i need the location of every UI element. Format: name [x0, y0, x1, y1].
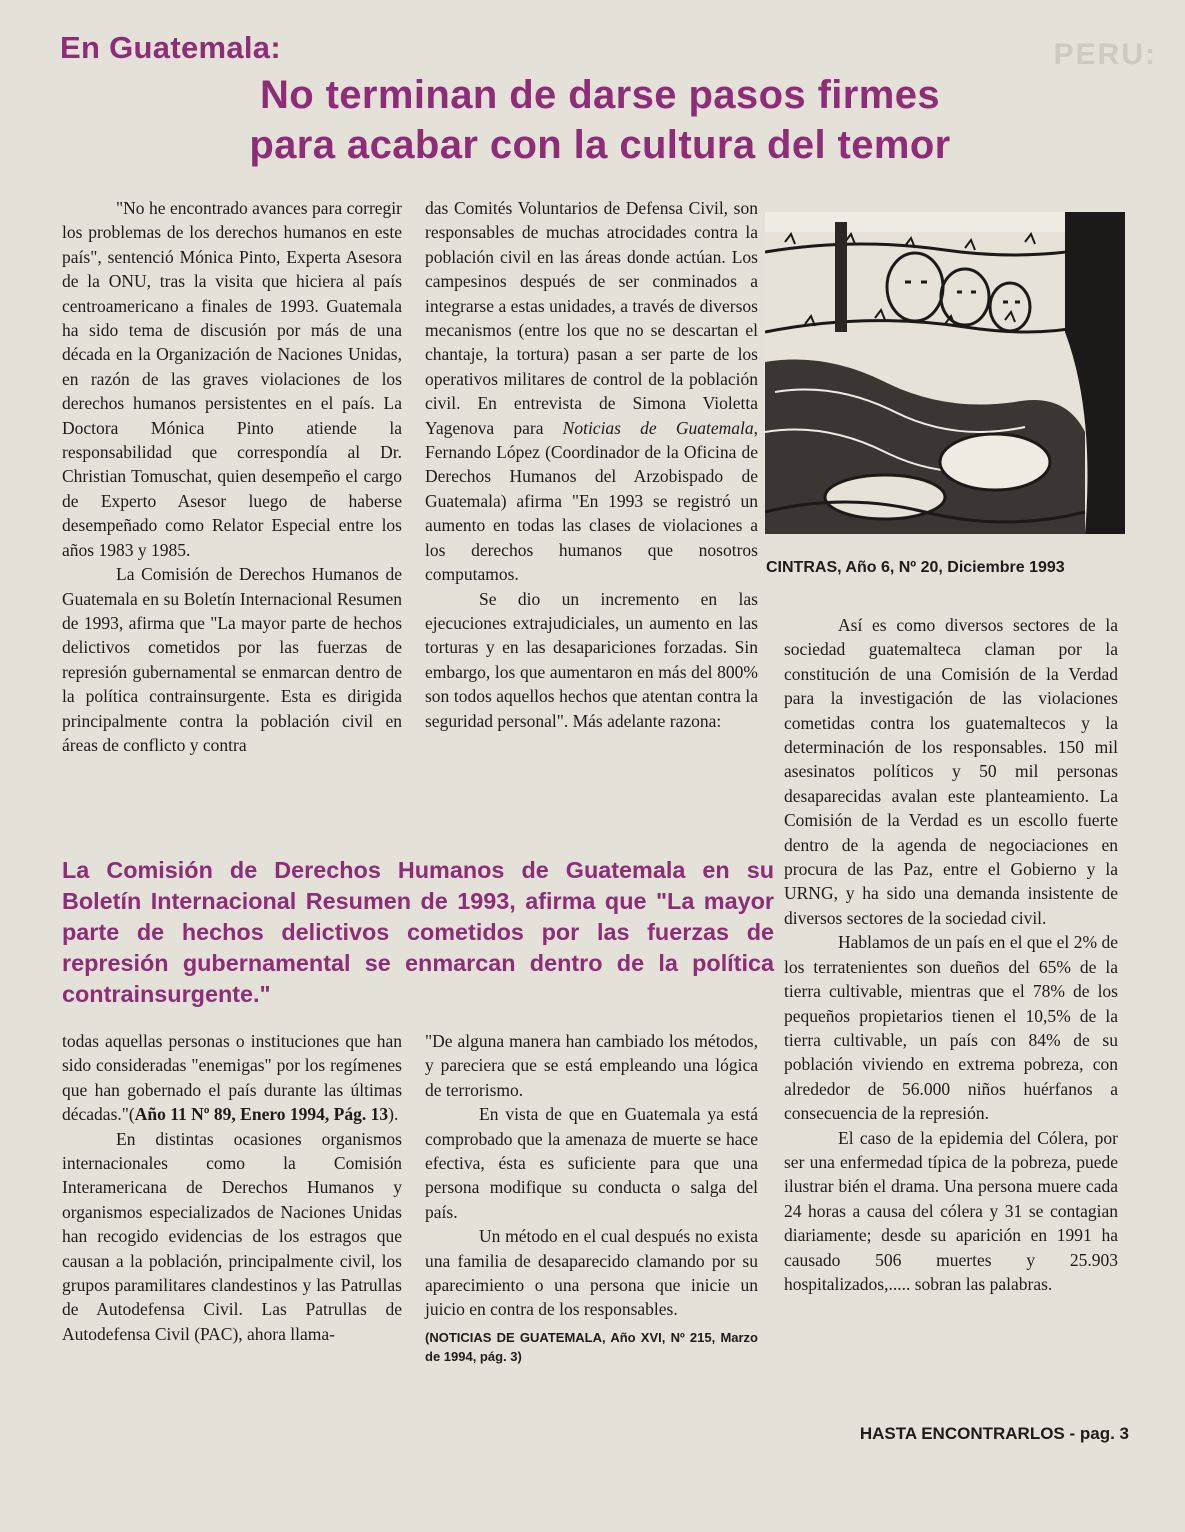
publication-title: Noticias de Guatemala — [562, 417, 754, 438]
page-footer: HASTA ENCONTRARLOS - pag. 3 — [859, 1424, 1129, 1443]
paragraph — [62, 1029, 402, 1127]
image-caption: CINTRAS, Año 6, Nº 20, Diciembre 1993 — [766, 559, 1065, 576]
text-run: todas aquellas personas o instituciones que han sido consideradas "enemigas" por los regímenes que han gobernado el país durante las últimas décadas."( — [62, 1031, 402, 1125]
paragraph: El caso de la epidemia del Cólera, por ser una enfermedad típica de la pobreza, puede ilustrar bién el drama. Una persona muere cada 24 horas a causa del cólera y 31 se contagian diariamente; desde su aparición en 1991 ha causado 506 muertes y 25.903 hospitalizados,..... sobran las palabras. — [784, 1127, 1118, 1294]
paragraph: Un método en el cual después no exista una familia de desaparecido clamando por su aparecimiento o una persona que inicie un juicio en contra de los responsables. — [425, 1226, 758, 1320]
column-5 — [425, 1029, 758, 1366]
text-run: das Comités Voluntarios de Defensa Civil, son responsables de muchas atrocidades contra la población civil en las áreas donde actúan. Los campesinos después de ser conminados a integrarse a estas unidades, a través de diversos mecanismos (entre los que no se descartan el chantaje, la tortura) pasan a ser parte de los operativos militares de control de la población civil. En entrevista de Simona Violetta Yagenova para — [425, 198, 758, 438]
column-2 — [425, 196, 758, 733]
paragraph: "No he encontrado avances para corregir los problemas de los derechos humanos en este país", sentenció Mónica Pinto, Experta Asesora de la ONU, tras la visita que hiciera al país centroamericano a finales de 1993. Guatemala ha sido tema de discusión por más de una década en la Organización de Naciones Unidas, en razón de las graves violaciones de los derechos humanos persistentes en el país. La Doctora Mónica Pinto atiende la responsabilidad que correspondía al Dr. Christian Tomuschat, quien desempeño el cargo de Experto Asesor luego de haberse desempeñado como Relator Especial entre los años 1983 y 1985. — [62, 198, 402, 560]
paragraph: En distintas ocasiones organismos internacionales como la Comisión Interamericana de Derechos Humanos y organismos especializados de Naciones Unidas han recogido evidencias de los estragos que causan a la población, principalmente civil, los grupos paramilitares clandestinos y las Patrullas de Autodefensa Civil. Las Patrullas de Autodefensa Civil (PAC), ahora llama- — [62, 1128, 402, 1344]
citation: Año 11 Nº 89, Enero 1994, Pág. 13 — [134, 1104, 389, 1125]
source-citation: (NOTICIAS DE GUATEMALA, Año XVI, Nº 215, Marzo de 1994, pág. 3) — [425, 1329, 758, 1364]
column-1 — [62, 196, 402, 757]
paragraph: Hablamos de un país en el que el 2% de los terratenientes son dueños del 65% de la tierra cultivable, mientras que el 78% de los pequeños propietarios tienen el 10,5% de la tierra cultivable, un país con 84% de su población viviendo en extrema pobreza, con alrededor de 56.000 niños huérfanos a consecuencia de la represión. — [784, 932, 1118, 1124]
paragraph: Se dio un incremento en las ejecuciones extrajudiciales, un aumento en las torturas y en las desapariciones forzadas. Sin embargo, los que aumentaron en más del 800% son todos aquellos hechos que atentan contra la seguridad personal". Más adelante razona: — [425, 588, 758, 731]
paragraph: La Comisión de Derechos Humanos de Guatemala en su Boletín Internacional Resumen de 1993, afirma que "La mayor parte de hechos delictivos cometidos por las fuerzas de represión gubernamental se enmarcan dentro de la política contrainsurgente. Esta es dirigida principalmente contra la población civil en áreas de conflicto y contra — [62, 564, 402, 755]
article-headline — [150, 70, 1050, 170]
illustration-barbed-wire-faces — [765, 212, 1125, 534]
column-3 — [784, 613, 1118, 1296]
text-run: ). — [388, 1104, 399, 1125]
paragraph: En vista de que en Guatemala ya está comprobado que la amenaza de muerte se hace efectiva, ésta es suficiente para que una persona modifique su conducta o salga del país. — [425, 1104, 758, 1222]
text-run: , Fernando López (Coordinador de la Oficina de Derechos Humanos del Arzobispado de Guatemala) afirma "En 1993 se registró un aumento en todas las clases de violaciones a los derechos humanos que nosotros computamos. — [425, 417, 758, 585]
illustration-drawing — [765, 212, 1125, 534]
article-kicker: En Guatemala: — [60, 30, 281, 65]
headline-line-2: para acabar con la cultura del temor — [249, 123, 951, 167]
paragraph — [425, 196, 758, 587]
column-4 — [62, 1029, 402, 1346]
headline-line-1: No terminan de darse pasos firmes — [259, 73, 941, 117]
pull-quote: La Comisión de Derechos Humanos de Guatemala en su Boletín Internacional Resumen de 1993, afirma que "La mayor parte de hechos delictivos cometidos por las fuerzas de represión gubernamental se enmarcan dentro de la política contrainsurgente." — [62, 857, 774, 1007]
bleed-through-text: PERU: — [1053, 38, 1157, 71]
paragraph: "De alguna manera han cambiado los métodos, y pareciera que se está empleando una lógica de terrorismo. — [425, 1031, 758, 1100]
paragraph: Así es como diversos sectores de la sociedad guatemalteca claman por la constitución de una Comisión de la Verdad para la investigación de las violaciones cometidas contra los guatemaltecos y la determinación de los responsables. 150 mil asesinatos políticos y 50 mil personas desaparecidas avalan este planteamiento. La Comisión de la Verdad es un escollo fuerte dentro de la agenda de negociaciones en procura de las Paz, entre el Gobierno y la URNG, y ha sido una demanda insistente de diversos sectores de la sociedad civil. — [784, 615, 1118, 928]
